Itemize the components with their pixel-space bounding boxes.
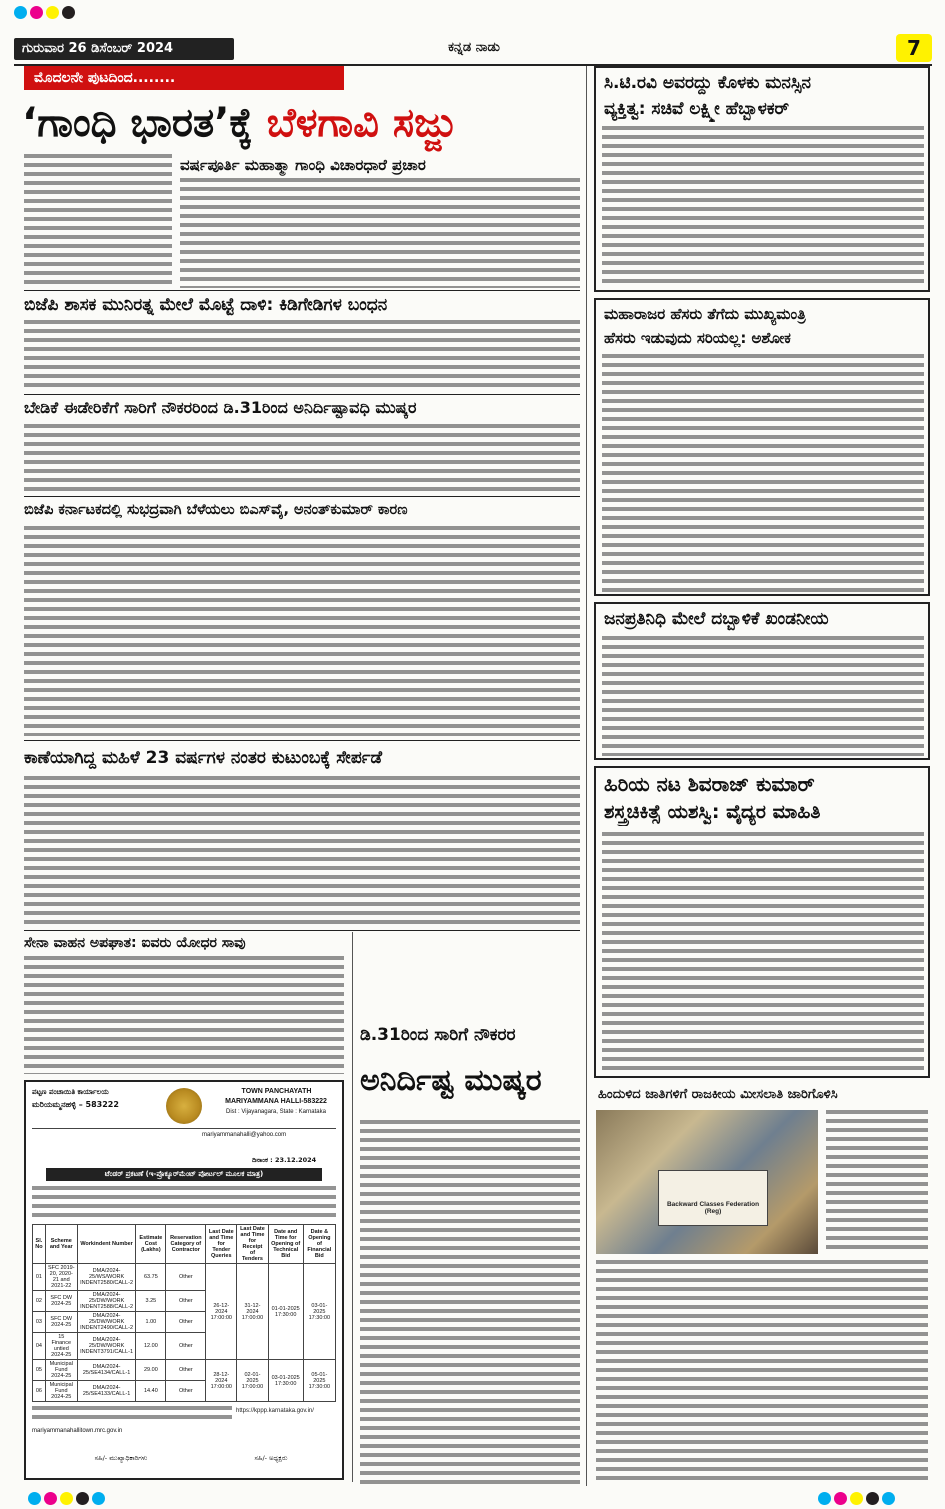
tender-district-en: Dist : Vijayanagara, State : Karnataka <box>226 1109 326 1115</box>
right-headline-5: ಹಿಂದುಳಿದ ಜಾತಿಗಳಿಗೆ ರಾಜಕೀಯ ಮೀಸಲಾತಿ ಜಾರಿಗೊಳಿಸಿ <box>598 1087 838 1102</box>
lead-headline <box>22 94 582 152</box>
table-cell: 01-01-2025 17:30:00 <box>268 1264 303 1360</box>
table-cell: SFC 2019-20, 2020-21 and 2021-22 <box>45 1264 77 1291</box>
table-cell: Other <box>166 1291 206 1312</box>
table-cell: 63.75 <box>136 1264 166 1291</box>
story-headline-6-line2: ಅನಿರ್ದಿಷ್ಟ ಮುಷ್ಕರ <box>360 1063 542 1098</box>
right-body-2 <box>602 354 924 592</box>
rule-5 <box>24 930 580 931</box>
table-cell: 01 <box>33 1264 46 1291</box>
table-cell: DMA/2024-25/SE4133/CALL-1 <box>77 1381 136 1402</box>
table-cell: 28-12-2024 17:00:00 <box>206 1360 237 1402</box>
story-body-2 <box>24 424 580 494</box>
tender-intro-text <box>32 1186 336 1222</box>
right-headline-1a: ಸಿ.ಟಿ.ರವಿ ಅವರದ್ದು ಕೊಳಕು ಮನಸ್ಸಿನ <box>604 73 811 93</box>
tender-portal-link[interactable]: https://kppp.karnataka.gov.in/ <box>236 1408 314 1414</box>
right-body-5b <box>596 1260 928 1482</box>
th-scheme: Scheme and Year <box>45 1225 77 1264</box>
right-headline-2a: ಮಹಾರಾಜರ ಹೆಸರು ತೆಗೆದು ಮುಖ್ಯಮಂತ್ರಿ <box>604 305 806 323</box>
rule-4 <box>24 740 580 741</box>
story-body-5 <box>24 956 344 1074</box>
story-body-1 <box>24 320 580 392</box>
right-headline-3: ಜನಪ್ರತಿನಿಧಿ ಮೇಲೆ ದಬ್ಬಾಳಿಕೆ ಖಂಡನೀಯ <box>604 609 829 629</box>
tender-contact-rule <box>32 1128 336 1129</box>
story-body-6 <box>360 1120 580 1484</box>
th-reservation: Reservation Category of Contractor <box>166 1225 206 1264</box>
table-cell: 1.00 <box>136 1312 166 1333</box>
rule-2 <box>24 394 580 395</box>
th-technical: Date and Time for Opening of Technical Bid <box>268 1225 303 1264</box>
table-cell: SFC DW 2024-25 <box>45 1312 77 1333</box>
table-cell: 02-01-2025 17:00:00 <box>237 1360 268 1402</box>
table-cell: Other <box>166 1360 206 1381</box>
th-queries: Last Date and Time for Tender Queries <box>206 1225 237 1264</box>
table-cell: 15 Finance untied 2024-25 <box>45 1333 77 1360</box>
right-story-4 <box>594 766 930 1078</box>
right-body-1 <box>602 126 924 288</box>
lead-intro-text <box>24 154 172 286</box>
right-story-5 <box>594 1084 930 1484</box>
story-headline-6 <box>360 1020 580 1114</box>
table-cell: DMA/2024-25/WS/WORK INDENT2580/CALL-2 <box>77 1264 136 1291</box>
registration-marks-bottom-left <box>28 1490 148 1504</box>
rule-1 <box>24 290 580 291</box>
lead-subhead: ವರ್ಷಪೂರ್ತಿ ಮಹಾತ್ಮಾ ಗಾಂಧಿ ವಿಚಾರಧಾರೆ ಪ್ರಚಾರ <box>180 156 426 174</box>
tender-sign-left: ಸಹಿ/- ಮುಖ್ಯಾಧಿಕಾರಿಗಳು <box>94 1454 148 1462</box>
lead-kicker: ಮೊದಲನೇ ಪುಟದಿಂದ........ <box>24 66 344 90</box>
story-body-4 <box>24 776 580 926</box>
story-headline-6-line1: ಡಿ.31ರಿಂದ ಸಾರಿಗೆ ನೌಕರರ <box>360 1025 516 1045</box>
page-number: 7 <box>896 34 932 62</box>
tender-notice-title: ಟೆಂಡರ್ ಪ್ರಕಟಣೆ (ಇ-ಪ್ರೊಕ್ಯೂರ್‌ಮೆಂಟ್ ಪೋರ್ಟಲ್ ಮೂಲಕ ಮಾತ್ರ) <box>46 1168 322 1181</box>
table-cell: DMA/2024-25/DW/WORK INDENT3791/CALL-1 <box>77 1333 136 1360</box>
table-row <box>33 1360 336 1381</box>
tender-org-kn: ಪಟ್ಟಣ ಪಂಚಾಯಿತಿ ಕಾರ್ಯಾಲಯ <box>32 1088 109 1096</box>
table-cell: 3.25 <box>136 1291 166 1312</box>
story-body-3 <box>24 526 580 736</box>
tender-website[interactable]: mariyammanahallitown.mrc.gov.in <box>32 1428 123 1434</box>
table-cell: Municipal Fund 2024-25 <box>45 1381 77 1402</box>
right-headline-1b: ವ್ಯಕ್ತಿತ್ವ: ಸಚಿವೆ ಲಕ್ಷ್ಮೀ ಹೆಬ್ಬಾಳಕರ್ <box>604 99 790 119</box>
right-story-3 <box>594 602 930 760</box>
table-cell: Municipal Fund 2024-25 <box>45 1360 77 1381</box>
table-cell: Other <box>166 1312 206 1333</box>
column-divider-main <box>586 66 587 1486</box>
tender-notice <box>24 1080 344 1480</box>
lead-body-text <box>180 178 580 288</box>
table-cell: 14.40 <box>136 1381 166 1402</box>
tender-table <box>32 1224 336 1402</box>
right-body-4 <box>602 832 924 1074</box>
table-cell: DMA/2024-25/DW/WORK INDENT2490/CALL-2 <box>77 1312 136 1333</box>
right-body-5a <box>826 1110 928 1254</box>
table-cell: DMA/2024-25/SE4134/CALL-1 <box>77 1360 136 1381</box>
table-cell: 03 <box>33 1312 46 1333</box>
rule-3 <box>24 496 580 497</box>
table-cell: 12.00 <box>136 1333 166 1360</box>
tender-place-en: MARIYAMMANA HALLI-583222 <box>225 1098 327 1105</box>
tender-email: mariyammanahalli@yahoo.com <box>202 1132 287 1138</box>
emblem-icon <box>166 1088 202 1124</box>
table-cell: 29.00 <box>136 1360 166 1381</box>
table-row <box>33 1264 336 1291</box>
date-line: ಗುರುವಾರ 26 ಡಿಸೆಂಬರ್ 2024 <box>14 38 234 60</box>
registration-marks-bottom-right <box>818 1490 938 1504</box>
right-body-3 <box>602 636 924 756</box>
table-cell: SFC DW 2024-25 <box>45 1291 77 1312</box>
story-headline-1: ಬಿಜೆಪಿ ಶಾಸಕ ಮುನಿರತ್ನ ಮೇಲೆ ಮೊಟ್ಟೆ ದಾಳಿ: ಕಿಡಿಗೇಡಿಗಳ ಬಂಧನ <box>24 295 388 315</box>
story-headline-5: ಸೇನಾ ವಾಹನ ಅಪಘಾತ: ಐವರು ಯೋಧರ ಸಾವು <box>24 935 246 951</box>
column-divider-bottom <box>352 932 353 1482</box>
tender-sign-right: ಸಹಿ/- ಅಧ್ಯಕ್ಷರು <box>254 1454 288 1462</box>
photo-banner: Backward Classes Federation (Reg) <box>658 1170 768 1226</box>
table-cell: 05 <box>33 1360 46 1381</box>
table-cell: 03-01-2025 17:30:00 <box>268 1360 303 1402</box>
tender-ref-date: ದಿನಾಂಕ : 23.12.2024 <box>252 1156 317 1164</box>
right-headline-2b: ಹೆಸರು ಇಡುವುದು ಸರಿಯಲ್ಲ: ಅಶೋಕ <box>604 329 791 347</box>
th-receipt: Last Date and Time for Receipt of Tenders <box>237 1225 268 1264</box>
table-cell: 06 <box>33 1381 46 1402</box>
lead-headline-part2: ಬೆಳಗಾವಿ ಸಜ್ಜು <box>266 100 457 146</box>
story-headline-4: ಕಾಣೆಯಾಗಿದ್ದ ಮಹಿಳೆ 23 ವರ್ಷಗಳ ನಂತರ ಕುಟುಂಬಕ್ಕೆ ಸೇರ್ಪಡೆ <box>24 748 383 768</box>
table-cell: Other <box>166 1264 206 1291</box>
right-story-2 <box>594 298 930 596</box>
protest-photo <box>596 1110 818 1254</box>
table-cell: 04 <box>33 1333 46 1360</box>
lead-headline-part1: ‘ಗಾಂಧಿ ಭಾರತ’ಕ್ಕೆ <box>22 100 253 146</box>
table-cell: Other <box>166 1381 206 1402</box>
tender-table-header-row <box>33 1225 336 1264</box>
right-headline-4b: ಶಸ್ತ್ರಚಿಕಿತ್ಸೆ ಯಶಸ್ವಿ: ವೈದ್ಯರ ಮಾಹಿತಿ <box>604 801 821 823</box>
th-sl: Sl. No <box>33 1225 46 1264</box>
tender-footer-text <box>32 1406 232 1424</box>
th-estimate: Estimate Cost (Lakhs) <box>136 1225 166 1264</box>
table-cell: DMA/2024-25/DW/WORK INDENT2588/CALL-2 <box>77 1291 136 1312</box>
table-cell: 05-01-2025 17:30:00 <box>303 1360 335 1402</box>
th-financial: Date & Opening of Financial Bid <box>303 1225 335 1264</box>
tender-org-en: TOWN PANCHAYATH <box>241 1088 312 1095</box>
table-cell: 03-01-2025 17:30:00 <box>303 1264 335 1360</box>
registration-marks-top <box>14 4 94 18</box>
right-headline-4a: ಹಿರಿಯ ನಟ ಶಿವರಾಜ್ ಕುಮಾರ್ <box>604 772 815 796</box>
table-cell: 26-12-2024 17:00:00 <box>206 1264 237 1360</box>
table-cell: 31-12-2024 17:00:00 <box>237 1264 268 1360</box>
table-cell: Other <box>166 1333 206 1360</box>
paper-name: ಕನ್ನಡ ನಾಡು <box>448 40 500 55</box>
masthead <box>14 36 932 62</box>
th-workindent: Workindent Number <box>77 1225 136 1264</box>
right-story-1 <box>594 66 930 292</box>
tender-table-wrap <box>32 1224 336 1402</box>
tender-place-kn: ಮರಿಯಮ್ಮನಹಳ್ಳಿ – 583222 <box>32 1100 119 1109</box>
story-headline-3: ಬಿಜೆಪಿ ಕರ್ನಾಟಕದಲ್ಲಿ ಸುಭದ್ರವಾಗಿ ಬೆಳೆಯಲು ಬಿಎಸ್‌ವೈ, ಅನಂತ್‌ಕುಮಾರ್ ಕಾರಣ <box>24 502 408 518</box>
table-cell: 02 <box>33 1291 46 1312</box>
story-headline-2: ಬೇಡಿಕೆ ಈಡೇರಿಕೆಗೆ ಸಾರಿಗೆ ನೌಕರರಿಂದ ಡಿ.31ರಿಂದ ಅನಿರ್ದಿಷ್ಟಾವಧಿ ಮುಷ್ಕರ <box>24 398 417 417</box>
